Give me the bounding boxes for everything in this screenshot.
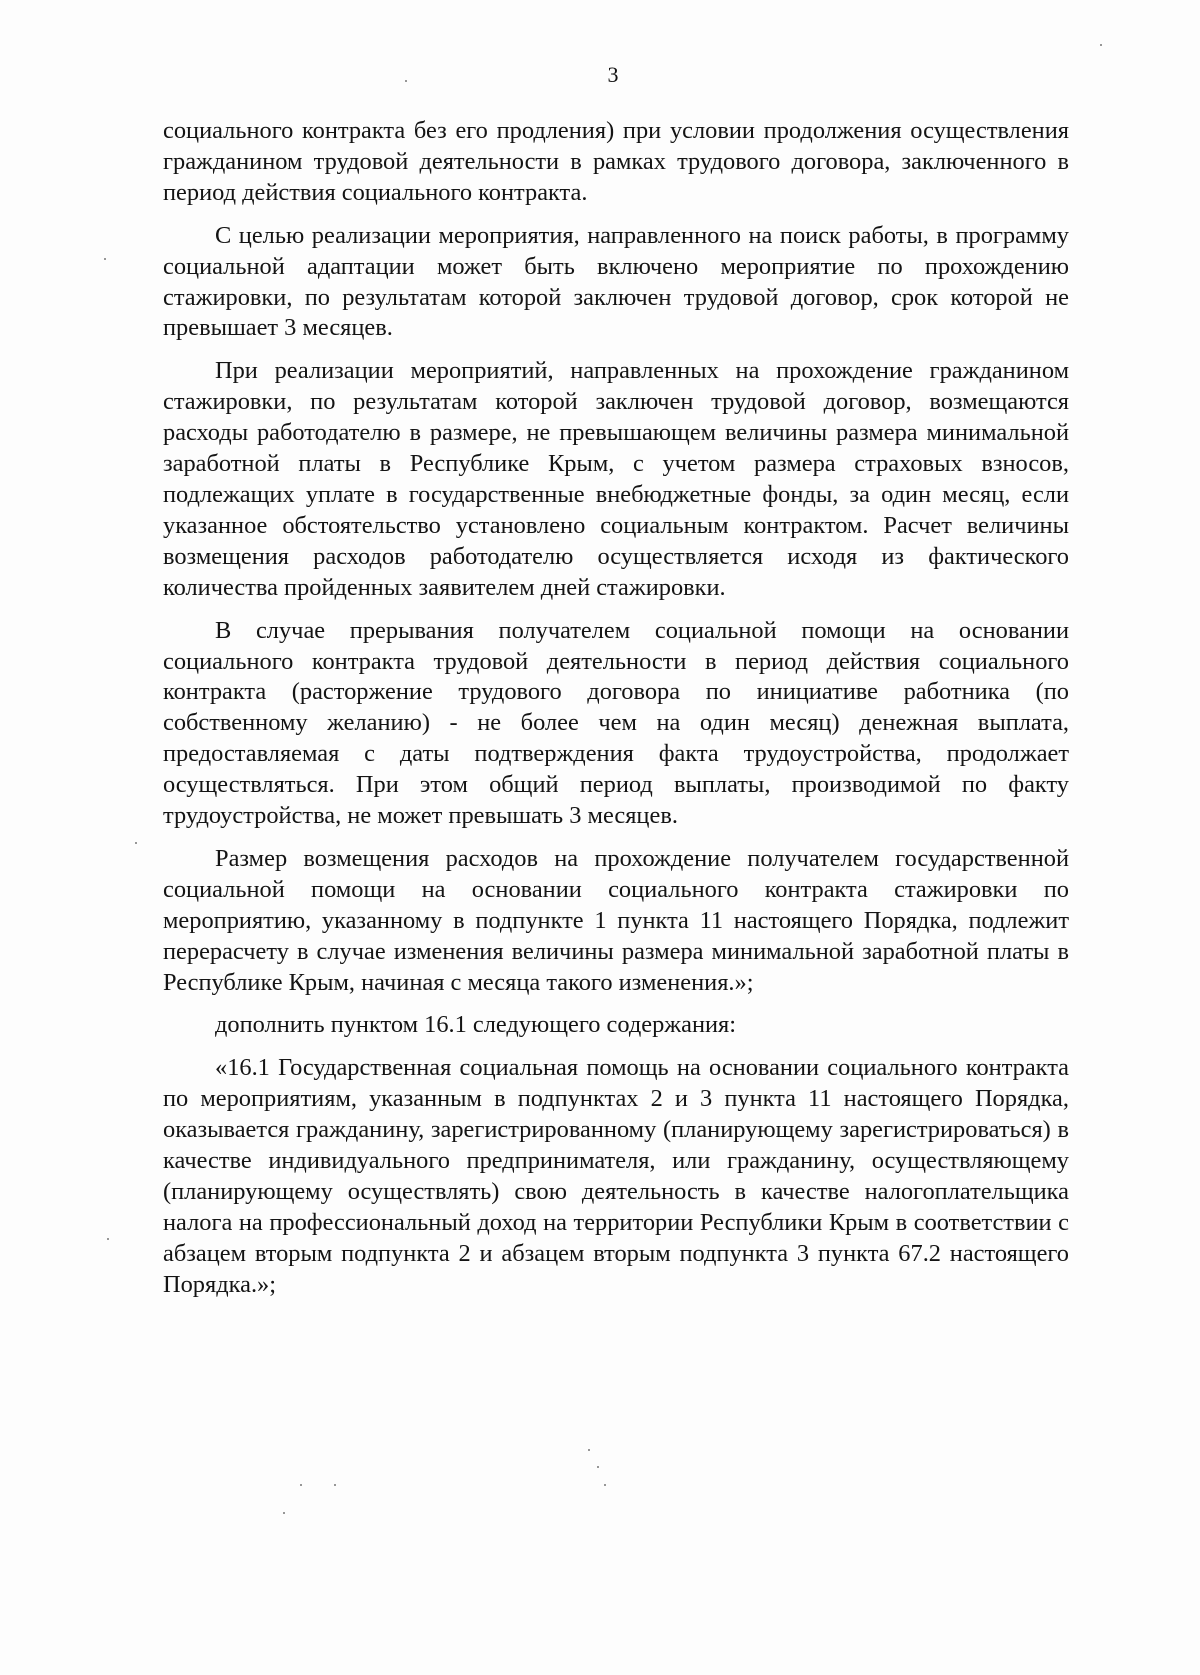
scan-speck — [405, 80, 407, 82]
paragraph-employer-reimbursement: При реализации мероприятий, направленных на прохождение гражданином стажировки, по результатам которой заключен трудовой договор, возмещаются расходы работодателю в размере, не превышающем величины размера минимальной заработной платы в Республике Крым, с учетом размера страховых взносов, подлежащих уплате в государственные внебюджетные фонды, за один месяц, если указанное обстоятельство установлено социальным контрактом. Расчет величины возмещения расходов работодателю осуществляется исходя из фактического количества пройденных заявителем дней стажировки. — [163, 357, 1069, 601]
scan-speck — [135, 842, 137, 844]
scan-speck — [334, 1484, 336, 1486]
page-number: 3 — [607, 62, 619, 87]
paragraph-internship: С целью реализации мероприятия, направленного на поиск работы, в программу социальной адаптации может быть включено мероприятие по прохождению стажировки, по результатам которой заключен трудовой договор, срок которой не превышает 3 месяцев. — [163, 221, 1069, 342]
paragraph-continuation: социального контракта без его продления) при условии продолжения осуществления гражданином трудовой деятельности в рамках трудового договора, заключенного в период действия социального контракта. — [163, 117, 1069, 206]
paragraph-clause-16-1: «16.1 Государственная социальная помощь на основании социального контракта по мероприятиям, указанным в подпунктах 2 и 3 пункта 11 настоящего Порядка, оказывается гражданину, зарегистрированному (планирующему зарегистрироваться) в качестве индивидуального предпринимателя, или гражданину, осуществляющему (планирующему осуществлять) свою деятельность в качестве налогоплательщика налога на профессиональный доход на территории Республики Крым в соответствии с абзацем вторым подпункта 2 и абзацем вторым подпункта 3 пункта 67.2 настоящего Порядка.»; — [163, 1054, 1069, 1298]
scan-speck — [597, 1466, 599, 1468]
paragraph-amendment-intro: дополнить пунктом 16.1 следующего содержания: — [215, 1011, 737, 1039]
paragraph-recalculation: Размер возмещения расходов на прохождение получателем государственной социальной помощи на основании социального контракта стажировки по мероприятию, указанному в подпункте 1 пункта 11 настоящего Порядка, подлежит перерасчету в случае изменения величины размера минимальной заработной платы в Республике Крым, начиная с месяца такого изменения.»; — [163, 844, 1069, 996]
scan-speck — [300, 1484, 302, 1486]
scan-speck — [283, 1512, 285, 1514]
scan-speck — [604, 1484, 606, 1486]
scan-speck — [104, 258, 106, 260]
document-body — [163, 116, 1069, 1313]
scan-speck — [588, 1449, 590, 1451]
paragraph-interruption: В случае прерывания получателем социальной помощи на основании социального контракта трудовой деятельности в период действия социального контракта (расторжение трудового договора по инициативе работника (по собственному желанию) - не более чем на один месяц) денежная выплата, предоставляемая с даты подтверждения факта трудоустройства, продолжает осуществляться. При этом общий период выплаты, производимой по факту трудоустройства, не может превышать 3 месяцев. — [163, 616, 1069, 830]
scan-speck — [1100, 44, 1102, 46]
scan-speck — [107, 1238, 109, 1240]
